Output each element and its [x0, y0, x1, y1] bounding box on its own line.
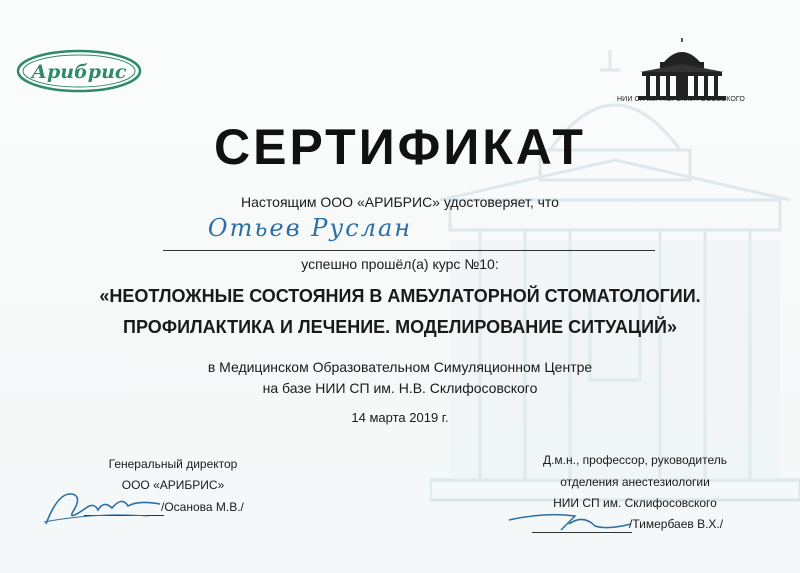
aribris-logo: [16, 49, 142, 93]
left-signatory-role: Генеральный директор: [108, 457, 238, 471]
svg-text:Арибрис: Арибрис: [31, 61, 127, 83]
right-handwritten-signature: [505, 500, 635, 540]
left-signatory-name: /Осанова М.В./: [161, 500, 244, 514]
issue-date: 14 марта 2019 г.: [351, 410, 449, 425]
left-handwritten-signature: [38, 482, 168, 532]
course-title-line-2: ПРОФИЛАКТИКА И ЛЕЧЕНИЕ. МОДЕЛИРОВАНИЕ СИТУАЦИЙ»: [123, 317, 677, 337]
certificate-title: СЕРТИФИКАТ: [214, 119, 586, 175]
right-signatory-institution: НИИ СП им. Склифосовского: [553, 496, 717, 510]
completion-text: успешно прошёл(а) курс №10:: [301, 256, 499, 272]
intro-text: Настоящим ООО «АРИБРИС» удостоверяет, что: [241, 194, 559, 210]
right-signatory-department: отделения анестезиологии: [560, 475, 710, 489]
location-line-1: в Медицинском Образовательном Симуляционном Центре: [207, 359, 593, 375]
left-signatory-org: ООО «АРИБРИС»: [121, 478, 225, 492]
building-watermark: [430, 40, 800, 520]
right-signatory-name: /Тимербаев В.Х./: [629, 517, 724, 531]
name-underline: [163, 250, 655, 251]
recipient-name: Отьев Руслан: [207, 214, 413, 242]
right-signatory-title: Д.м.н., профессор, руководитель: [542, 453, 728, 467]
course-title-line-1: «НЕОТЛОЖНЫЕ СОСТОЯНИЯ В АМБУЛАТОРНОЙ СТОМАТОЛОГИИ.: [99, 286, 701, 306]
institute-logo-caption: НИИ СП им. Н.В. СКЛИФОСОВСКОГО: [617, 96, 745, 103]
location-line-2: на базе НИИ СП им. Н.В. Склифосовского: [262, 380, 538, 396]
